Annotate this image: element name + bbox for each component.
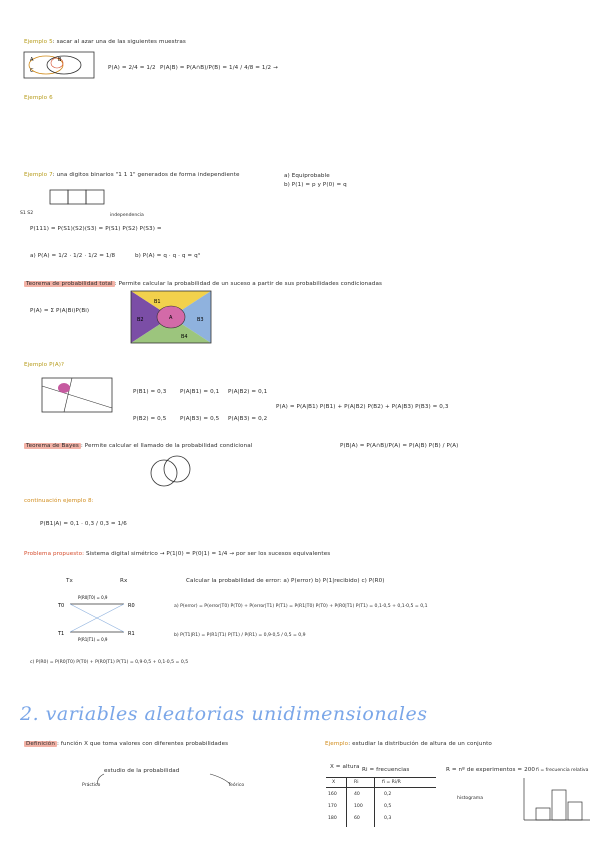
problema-text: Sistema digital simétrico → P(1|0) = P(0|1) = 1/4 → por ser los sucesos equivalentes <box>85 551 331 557</box>
channel-t0: T0 <box>58 603 65 609</box>
problema-c: c) P(R0) = P(R0|T0) P(T0) + P(R0|T1) P(T1) = 0,9·0,5 + 0,1·0,5 = 0,5 <box>30 660 189 665</box>
ej6-label: Ejemplo 6 <box>24 95 53 101</box>
ej7-formula1: P(111) = P(S1)(S2)(S3) = P(S1) P(S2) P(S3) = <box>30 226 162 232</box>
ej8-row1-2: P(A|B2) = 0,1 <box>228 389 268 395</box>
ej5-label: Ejemplo 5 <box>24 39 53 45</box>
study-label: estudio de la probabilidad <box>104 768 180 774</box>
freq-table <box>326 777 436 827</box>
study-teorico: Teórico <box>228 783 245 788</box>
study-practico: Práctico <box>82 783 101 788</box>
td-0-2: 0,2 <box>384 792 392 797</box>
td-0-0: 160 <box>328 792 337 797</box>
bayes-heading: Teorema de Bayes : Permite calcular el llamado de la probabilidad condicional <box>26 443 253 449</box>
channel-prob-0: P(R0|T0) = 0,9 <box>78 595 108 600</box>
region-b2: B2 <box>137 317 144 323</box>
td-1-0: 170 <box>328 804 337 809</box>
total-text: Permite calcular la probabilidad de un suceso a partir de sus probabilidades condicionadas <box>118 281 383 287</box>
channel-r0: R0 <box>128 603 135 609</box>
section2-title: 2. variables aleatorias unidimensionales <box>20 703 428 725</box>
channel-r1: R1 <box>128 631 135 637</box>
problema-heading <box>24 551 330 557</box>
def-label: Definición <box>26 741 55 747</box>
ej8-diagram <box>42 378 112 412</box>
ej5-formula-p: P(A) = 2/4 = 1/2 <box>108 65 156 71</box>
ej8-row1-0: P(B1) = 0,3 <box>133 389 167 395</box>
venn-label-b: B <box>58 57 62 63</box>
s2-hist-label: histograma <box>457 796 484 801</box>
total-partition-diagram <box>131 291 211 343</box>
study-arrows <box>92 772 245 788</box>
td-2-0: 180 <box>328 816 337 821</box>
histogram-bar <box>568 802 582 820</box>
ej7-bit-boxes <box>50 190 110 206</box>
bayes-venn-diagram <box>147 455 193 487</box>
venn-label-c: C <box>30 68 34 74</box>
bayes-text: Permite calcular el llamado de la probabilidad condicional <box>84 443 253 449</box>
total-formula: P(A) = Σ P(A|Bi)P(Bi) <box>30 308 90 314</box>
bayes-formula: P(B|A) = P(A∩B)/P(A) = P(A|B) P(B) / P(A) <box>340 443 459 449</box>
td-2-2: 0,3 <box>384 816 392 821</box>
ej8-label: Ejemplo P(A)? <box>24 362 65 368</box>
ej7-label: Ejemplo 7 <box>24 172 53 178</box>
ej7-formula-a: a) P(A) = 1/2 · 1/2 · 1/2 = 1/8 <box>30 253 116 259</box>
td-1-1: 100 <box>354 804 363 809</box>
ej7-heading: Ejemplo 7: una digitos binarios "1 1 1" generados de forma independiente <box>24 172 240 178</box>
s2-ej-text: : estudiar la distribución de altura de un conjunto <box>348 741 492 747</box>
problema-calc: Calcular la probabilidad de error: a) P(error) b) P(1|recibido) c) P(R0) <box>186 578 385 584</box>
ej7-seq-label: S1 S2 <box>20 211 34 216</box>
ej8-row2-2: P(A|B3) = 0,2 <box>228 416 268 422</box>
histogram <box>522 776 592 824</box>
s2-fi-label: fi = frecuencia relativa <box>536 768 589 773</box>
def-text: : función X que toma valores con diferentes probabilidades <box>56 741 229 747</box>
region-a: A <box>169 315 173 321</box>
ej8-row2-0: P(B2) = 0,5 <box>133 416 167 422</box>
s2-ej-label: Ejemplo <box>325 741 349 747</box>
channel-rx: Rx <box>120 578 128 584</box>
ej5-text: sacar al azar una de las siguientes muestras <box>56 39 186 45</box>
td-1-2: 0,5 <box>384 804 392 809</box>
ej8-result: P(A) = P(A|B1) P(B1) + P(A|B2) P(B2) + P(A|B3) P(B3) = 0,3 <box>276 404 449 410</box>
ej7-text: una digitos binarios "1 1 1" generados de forma independiente <box>56 172 240 178</box>
cont-label: continuación ejemplo 8: <box>24 498 94 504</box>
histogram-bar <box>552 790 566 820</box>
ej7-formula-b: b) P(A) = q · q · q = q³ <box>135 253 201 259</box>
channel-tx: Tx <box>66 578 73 584</box>
venn-label-a: A <box>30 57 34 63</box>
channel-diagram <box>40 586 150 642</box>
ej5-venn-diagram <box>24 52 94 78</box>
region-b1: B1 <box>154 299 161 305</box>
th-x: X <box>332 780 336 785</box>
th-fi: fi = Ri/R <box>382 780 401 785</box>
ej8-row1-1: P(A|B1) = 0,1 <box>180 389 220 395</box>
problema-a: a) P(error) = P(error|T0) P(T0) + P(error|T1) P(T1) = P(R1|T0) P(T0) + P(R0|T1) P(T1) = 0,1·0,5 + 0,1·0,5 = 0,1 <box>174 604 428 609</box>
td-0-1: 40 <box>354 792 360 797</box>
region-b4: B4 <box>181 334 188 340</box>
ej5-formula-cond: P(A|B) = P(A∩B)/P(B) = 1/4 / 4/8 = 1/2 → <box>160 65 278 71</box>
s2-x-label: X = altura <box>330 764 360 770</box>
cont-formula: P(B1|A) = 0,1 · 0,3 / 0,3 = 1/6 <box>40 521 127 527</box>
channel-prob-1: P(R1|T1) = 0,9 <box>78 637 108 642</box>
s2-ej-heading <box>325 741 492 747</box>
ej8-row2-1: P(A|B3) = 0,5 <box>180 416 220 422</box>
th-ri: Ri <box>354 780 359 785</box>
problema-b: b) P(T1|R1) = P(R1|T1) P(T1) / P(R1) = 0,9·0,5 / 0,5 = 0,9 <box>174 633 306 638</box>
channel-t1: T1 <box>58 631 65 637</box>
td-2-1: 60 <box>354 816 360 821</box>
histogram-bar <box>536 808 550 820</box>
region-b3: B3 <box>197 317 204 323</box>
s2-r-label: R = nº de experimentos = 200 <box>446 767 536 773</box>
problema-label: Problema propuesto: <box>24 551 85 557</box>
ej7-cond-b: b) P(1) = p y P(0) = q <box>284 182 347 188</box>
ej7-cond-a: a) Equiprobable <box>284 173 330 179</box>
bayes-label: Teorema de Bayes <box>26 443 79 449</box>
total-heading: Teorema de probabilidad total : Permite calcular la probabilidad de un suceso a partir de sus probabilidades condicionadas <box>26 281 383 287</box>
def-heading <box>24 741 228 747</box>
ej5-heading: Ejemplo 5: sacar al azar una de las siguientes muestras <box>24 39 186 45</box>
s2-ri-label: Ri = frecuencias <box>362 767 410 773</box>
ej7-ind-label: independencia <box>110 213 144 218</box>
total-label: Teorema de probabilidad total <box>26 281 113 287</box>
